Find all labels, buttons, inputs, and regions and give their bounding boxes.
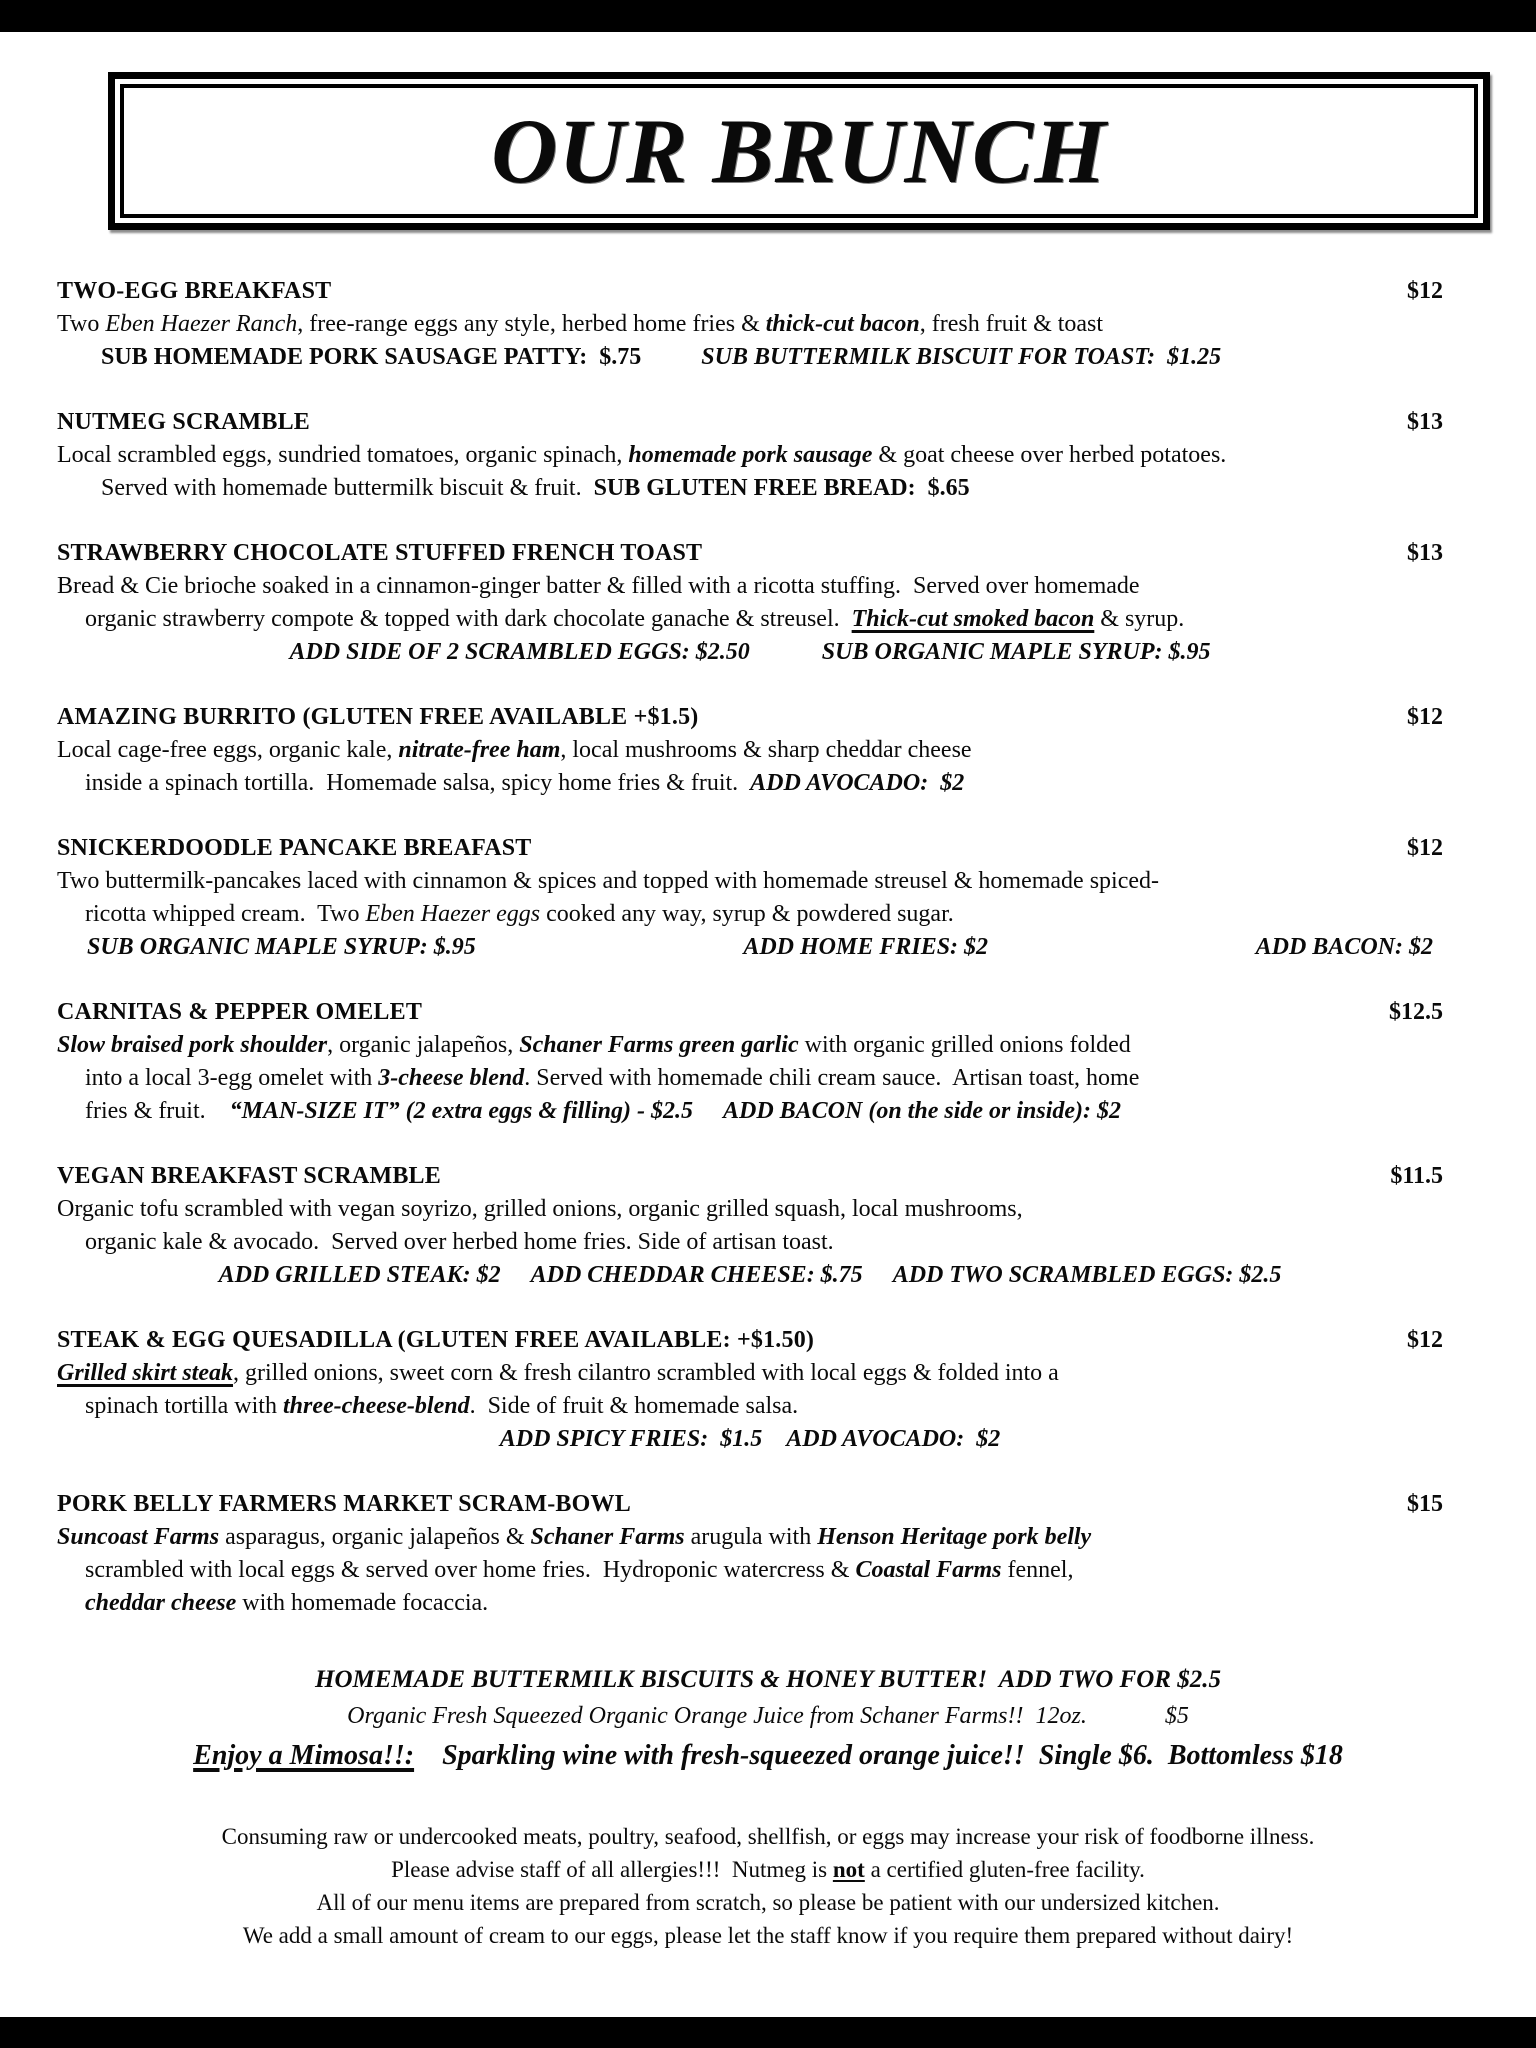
text-segment: organic strawberry compote & topped with dark chocolate ganache & streusel. [85,606,852,632]
text-segment: ADD SIDE OF 2 SCRAMBLED EGGS: $2.50 [289,639,750,665]
text-segment: 3-cheese blend [378,1065,525,1091]
menu-item-line [57,439,1443,472]
menu-item-line [57,734,1443,767]
menu-item [57,1159,1443,1292]
text-segment: with organic grilled onions folded [798,1032,1131,1058]
menu-item-name: VEGAN BREAKFAST SCRAMBLE [57,1163,441,1189]
text-segment: a certified gluten-free facility. [864,1857,1145,1882]
text-segment: ADD AVOCADO: $2 [750,770,965,796]
menu-item-line [57,1029,1443,1062]
menu-item-line [57,1357,1443,1390]
menu-item-line [57,898,1443,931]
text-segment: , grilled onions, sweet corn & fresh cilantro scrambled with local eggs & folded into a [233,1360,1059,1386]
menu-item-name: STRAWBERRY CHOCOLATE STUFFED FRENCH TOAST [57,540,703,566]
text-segment: homemade pork sausage [628,442,873,468]
text-segment: cheddar cheese [85,1590,237,1616]
disclaimer-line [60,1820,1476,1853]
text-segment: not [832,1857,865,1882]
menu-item-price: $12 [1407,1327,1443,1353]
menu-item-price: $12 [1407,835,1443,861]
text-segment: Organic Fresh Squeezed Organic Orange Juice from Schaner Farms!! 12oz. $5 [347,1703,1189,1729]
text-segment: ADD BACON: $2 [1255,934,1433,960]
menu-item-name: PORK BELLY FARMERS MARKET SCRAM-BOWL [57,1491,631,1517]
promo-section [40,1662,1496,1778]
menu-item [57,536,1443,669]
text-segment: . Side of fruit & homemade salsa. [469,1393,799,1419]
text-segment: spinach tortilla with [85,1393,283,1419]
text-segment: , fresh fruit & toast [919,311,1104,337]
text-segment: ricotta whipped cream. Two [85,901,366,927]
text-segment: Slow braised pork shoulder [57,1032,328,1058]
menu-item-line [57,1259,1443,1292]
text-segment: Served with homemade buttermilk biscuit & fruit. [101,475,594,501]
text-segment: , free-range eggs any style, herbed home fries & [297,311,766,337]
text-segment: Sparkling wine with fresh-squeezed orange juice!! Single $6. Bottomless $18 [442,1740,1343,1771]
text-segment: Grilled skirt steak [57,1360,234,1386]
menu-item-line [57,767,1443,800]
menu-items [57,274,1443,1620]
text-segment: , local mushrooms & sharp cheddar cheese [560,737,972,763]
menu-item-name: CARNITAS & PEPPER OMELET [57,999,423,1025]
menu-item-header [57,995,1443,1029]
text-segment: scrambled with local eggs & served over home fries. Hydroponic watercress & [85,1557,856,1583]
title-band [0,32,1536,230]
disclaimer-line [60,1886,1476,1919]
menu-item-line [57,1095,1443,1128]
menu-item-price: $15 [1407,1491,1443,1517]
text-segment: nitrate-free ham [398,737,561,763]
menu-item-header [57,536,1443,570]
menu-item [57,1323,1443,1456]
text-segment: Local cage-free eggs, organic kale, [57,737,399,763]
menu-item [57,831,1443,964]
title-box [108,72,1490,230]
page-title: OUR BRUNCH [491,100,1107,202]
menu-item-price: $13 [1407,409,1443,435]
menu-item [57,1487,1443,1620]
menu-item-line [57,931,1443,964]
text-segment: Two [57,311,106,337]
text-segment: “MAN-SIZE IT” (2 extra eggs & filling) - $2.5 [229,1098,693,1124]
text-segment: ADD HOME FRIES: $2 [743,934,989,960]
text-segment: ADD TWO SCRAMBLED EGGS: $2.5 [892,1262,1282,1288]
menu-item-line [57,1423,1443,1456]
text-segment: SUB HOMEMADE PORK SAUSAGE PATTY: $.75 [101,344,642,370]
text-segment: ADD CHEDDAR CHEESE: $.75 [530,1262,863,1288]
text-segment: SUB BUTTERMILK BISCUIT FOR TOAST: $1.25 [701,344,1222,370]
menu-item [57,995,1443,1128]
menu-item [57,700,1443,800]
text-segment: Eben Haezer eggs [365,901,541,927]
text-segment: All of our menu items are prepared from scratch, so please be patient with our undersized kitchen. [316,1890,1220,1915]
menu-item-name: NUTMEG SCRAMBLE [57,409,311,435]
text-segment: ADD BACON (on the side or inside): $2 [722,1098,1122,1124]
text-segment: Please advise staff of all allergies!!! Nutmeg is [391,1857,833,1882]
text-segment [863,1262,893,1288]
text-segment: into a local 3-egg omelet with [85,1065,379,1091]
text-segment [762,1426,786,1452]
menu-item-price: $13 [1407,540,1443,566]
text-segment: Two buttermilk-pancakes laced with cinnamon & spices and topped with homemade streusel & homemade spiced- [57,868,1160,894]
menu-item-header [57,1323,1443,1357]
menu-item-line [57,1587,1443,1620]
text-segment: inside a spinach tortilla. Homemade salsa, spicy home fries & fruit. [85,770,751,796]
text-segment: Bread & Cie brioche soaked in a cinnamon-ginger batter & filled with a ricotta stuffing. Served over homemade [57,573,1140,599]
promo-line [40,1698,1496,1734]
text-segment: SUB ORGANIC MAPLE SYRUP: $.95 [821,639,1211,665]
menu-item-line [57,1226,1443,1259]
menu-item-name: SNICKERDOODLE PANCAKE BREAFAST [57,835,532,861]
menu-item-line [57,1521,1443,1554]
text-segment: Schaner Farms [530,1524,685,1550]
text-segment: & syrup. [1094,606,1185,632]
text-segment: Schaner Farms green garlic [519,1032,799,1058]
menu-item-header [57,1487,1443,1521]
text-segment: Eben Haezer Ranch [105,311,298,337]
menu-item-line [57,1062,1443,1095]
text-segment: & goat cheese over herbed potatoes. [872,442,1227,468]
text-segment: Coastal Farms [855,1557,1002,1583]
text-segment: three-cheese-blend [282,1393,470,1419]
menu-item [57,405,1443,505]
text-segment [750,639,822,665]
text-segment: fennel, [1001,1557,1074,1583]
menu-item-line [57,1193,1443,1226]
text-segment: ADD AVOCADO: $2 [786,1426,1001,1452]
text-segment [414,1740,442,1771]
menu-item-name: STEAK & EGG QUESADILLA (GLUTEN FREE AVAILABLE: +$1.50) [57,1327,815,1353]
text-segment [501,1262,531,1288]
menu-item-line [57,472,1443,505]
menu-item-line [57,1554,1443,1587]
text-segment: thick-cut bacon [765,311,920,337]
disclaimer-line [60,1853,1476,1886]
text-segment: Local scrambled eggs, sundried tomatoes, organic spinach, [57,442,629,468]
text-segment: Henson Heritage pork belly [817,1524,1092,1550]
bottom-black-bar [0,2017,1536,2048]
menu-item [57,274,1443,374]
menu-item-line [57,570,1443,603]
text-segment: asparagus, organic jalapeños & [219,1524,531,1550]
text-segment: Organic tofu scrambled with vegan soyrizo, grilled onions, organic grilled squash, local mushrooms, [57,1196,1023,1222]
menu-item-name: TWO-EGG BREAKFAST [57,278,332,304]
menu-item-header [57,700,1443,734]
menu-item-price: $12.5 [1389,999,1443,1025]
text-segment [693,1098,723,1124]
disclaimer-line [60,1919,1476,1952]
menu-item-line [57,636,1443,669]
menu-item-price: $11.5 [1390,1163,1443,1189]
menu-item-header [57,1159,1443,1193]
text-segment: organic kale & avocado. Served over herbed home fries. Side of artisan toast. [85,1229,834,1255]
menu-item-line [57,341,1443,374]
title-box-inner [120,84,1478,218]
text-segment: Thick-cut smoked bacon [851,606,1095,632]
text-segment: ADD GRILLED STEAK: $2 [218,1262,501,1288]
text-segment: Enjoy a Mimosa!!: [193,1740,415,1771]
top-black-bar [0,0,1536,32]
text-segment [641,344,701,370]
menu-item-header [57,831,1443,865]
text-segment: ADD SPICY FRIES: $1.5 [499,1426,763,1452]
text-segment: HOMEMADE BUTTERMILK BISCUITS & HONEY BUTTER! ADD TWO FOR $2.5 [315,1666,1221,1693]
text-segment: Suncoast Farms [57,1524,220,1550]
text-segment: . Served with homemade chili cream sauce. Artisan toast, home [524,1065,1140,1091]
text-segment: arugula with [684,1524,818,1550]
text-segment: We add a small amount of cream to our eggs, please let the staff know if you require them prepared without dairy! [242,1923,1294,1948]
menu-item-header [57,274,1443,308]
text-segment: Consuming raw or undercooked meats, poultry, seafood, shellfish, or eggs may increase your risk of foodborne illness. [221,1824,1315,1849]
menu-item-line [57,865,1443,898]
menu-item-header [57,405,1443,439]
text-segment: cooked any way, syrup & powdered sugar. [540,901,954,927]
promo-line [40,1734,1496,1778]
text-segment: fries & fruit. [85,1098,230,1124]
text-segment: with homemade focaccia. [236,1590,489,1616]
menu-item-line [57,603,1443,636]
menu-item-name: AMAZING BURRITO (GLUTEN FREE AVAILABLE +$1.5) [57,704,699,730]
disclaimer-section [60,1820,1476,1952]
text-segment: SUB ORGANIC MAPLE SYRUP: $.95 [87,934,476,960]
text-segment: SUB GLUTEN FREE BREAD: $.65 [593,475,970,501]
menu-item-line [57,1390,1443,1423]
menu-item-price: $12 [1407,278,1443,304]
promo-line [40,1662,1496,1698]
text-segment: , organic jalapeños, [327,1032,520,1058]
menu-item-price: $12 [1407,704,1443,730]
menu-item-line [57,308,1443,341]
